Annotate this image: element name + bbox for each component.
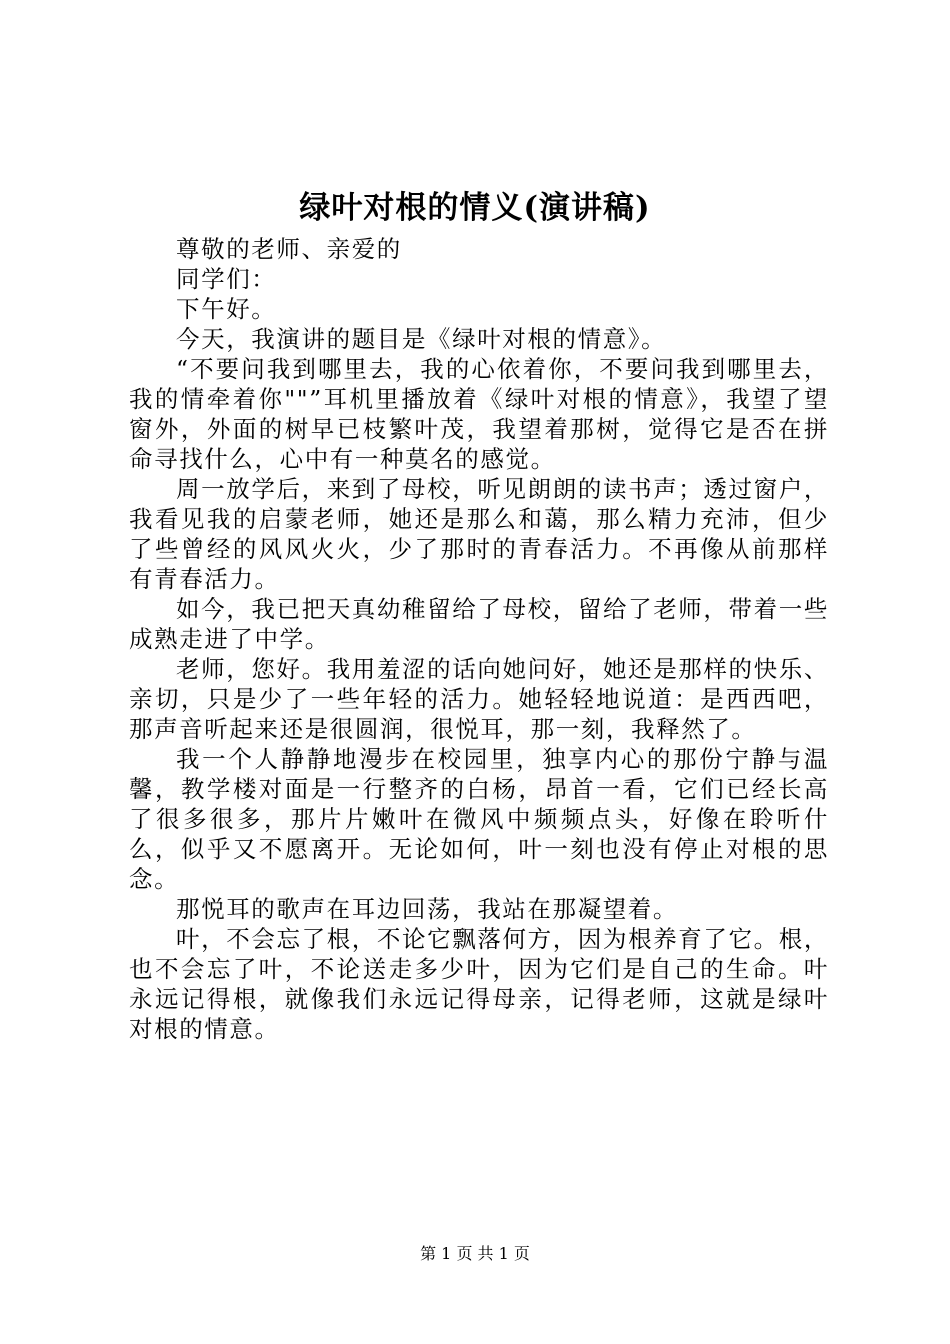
paragraph-conclusion: 叶，不会忘了根，不论它飘落何方，因为根养育了它。根，也不会忘了叶，不论送走多少叶，因为它们是自己的生命。叶永远记得根，就像我们永远记得母亲，记得老师，这就是绿叶对根的情意。 bbox=[129, 925, 829, 1043]
document-title: 绿叶对根的情义(演讲稿) bbox=[299, 190, 651, 226]
paragraph-salutation-1: 尊敬的老师、亲爱的 bbox=[176, 235, 402, 263]
paragraph-topic: 今天，我演讲的题目是《绿叶对根的情意》。 bbox=[176, 325, 667, 353]
paragraph-school-visit: 周一放学后，来到了母校，听见朗朗的读书声；透过窗户，我看见我的启蒙老师，她还是那么和蔼，那么精力充沛，但少了些曾经的风风火火，少了那时的青春活力。不再像从前那样有青春活力。 bbox=[129, 475, 829, 593]
paragraph-greeting: 下午好。 bbox=[176, 295, 277, 323]
paragraph-lyrics: “不要问我到哪里去，我的心依着你，不要问我到哪里去，我的情牵着你""”耳机里播放着《绿叶对根的情意》，我望了望窗外，外面的树早已枝繁叶茂，我望着那树，觉得它是否在拼命寻找什么，心中有一种莫名的感觉。 bbox=[129, 355, 829, 473]
document-body bbox=[129, 234, 829, 1044]
page-number-footer: 第 1 页 共 1 页 bbox=[420, 1244, 530, 1263]
paragraph-salutation-2: 同学们： bbox=[176, 265, 277, 293]
paragraph-teacher: 老师，您好。我用羞涩的话向她问好，她还是那样的快乐、亲切，只是少了一些年轻的活力。她轻轻地说道：是西西吧，那声音听起来还是很圆润，很悦耳，那一刻，我释然了。 bbox=[129, 655, 829, 743]
paragraph-now: 如今，我已把天真幼稚留给了母校，留给了老师，带着一些成熟走进了中学。 bbox=[129, 595, 829, 653]
paragraph-song: 那悦耳的歌声在耳边回荡，我站在那凝望着。 bbox=[176, 895, 678, 923]
paragraph-campus: 我一个人静静地漫步在校园里，独享内心的那份宁静与温馨，教学楼对面是一行整齐的白杨，昂首一看，它们已经长高了很多很多，那片片嫩叶在微风中频频点头，好像在聆听什么，似乎又不愿离开。无论如何，叶一刻也没有停止对根的思念。 bbox=[129, 745, 829, 893]
